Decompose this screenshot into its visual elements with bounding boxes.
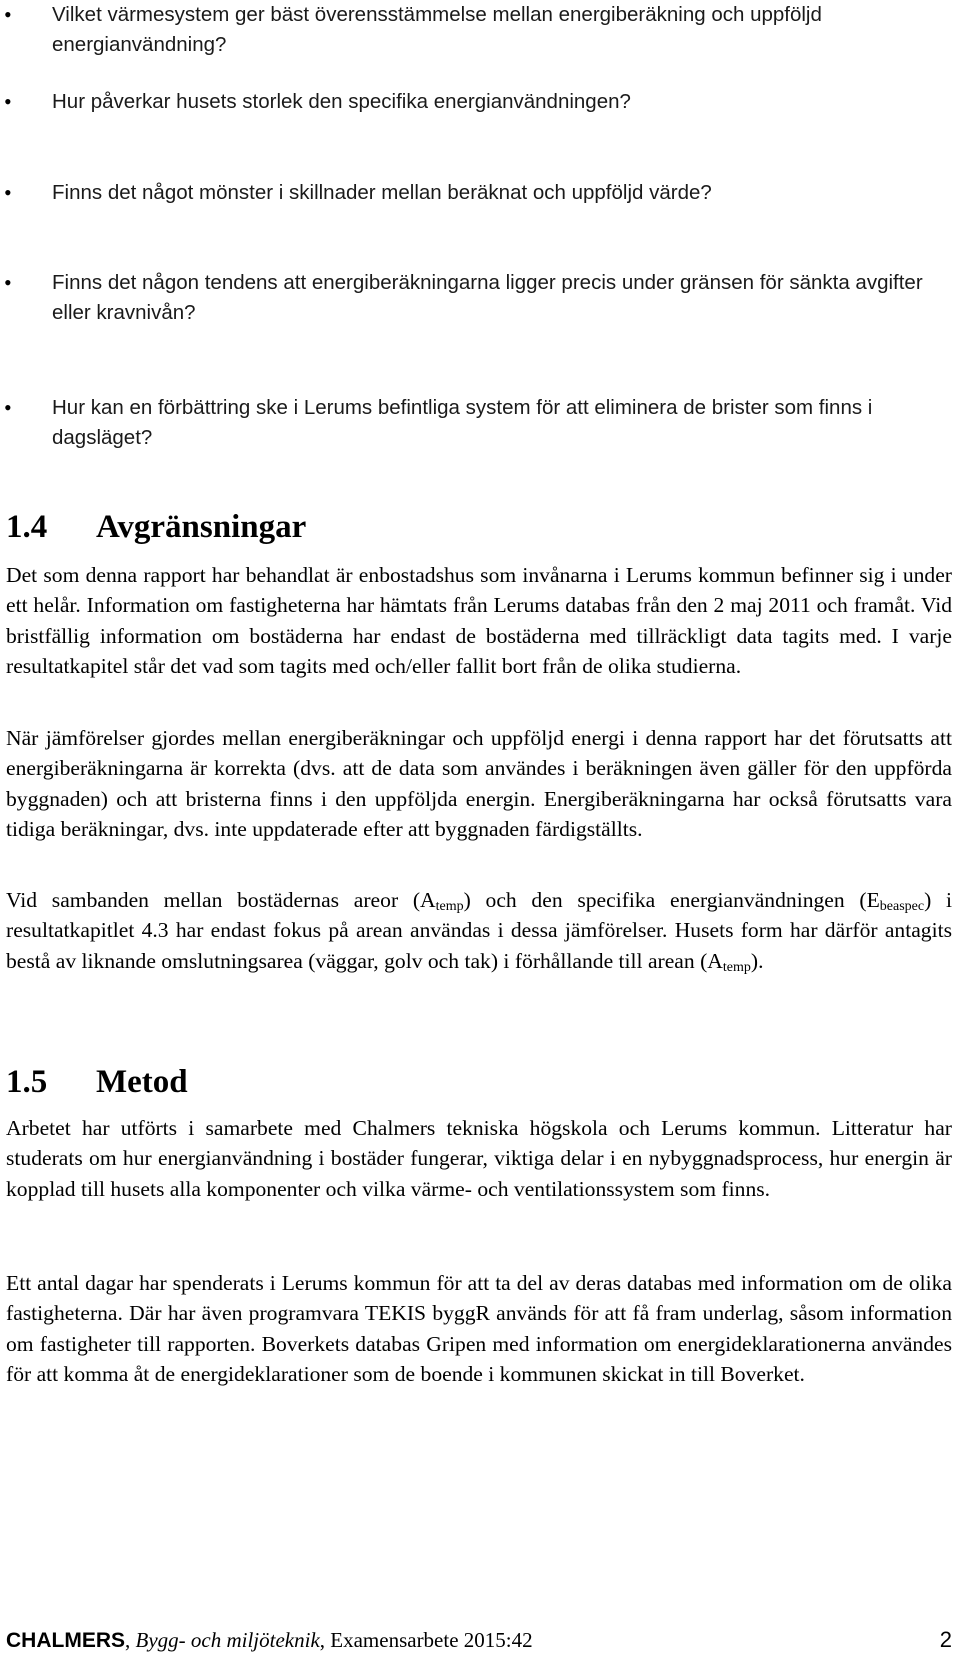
footer-thesis: Examensarbete 2015:42 (330, 1628, 533, 1652)
paragraph: Ett antal dagar har spenderats i Lerums kommun för att ta del av deras databas med information om de olika fastigheterna. Där har även programvara TEKIS byggR används för att få fram underlag, såsom information om fastigheter till rapporten. Boverkets databas Gripen med information om energideklarationerna användes för att komma åt de energideklarationer som de boende i kommunen skickat in till Boverket. (6, 1271, 952, 1386)
paragraph: Arbetet har utförts i samarbete med Chalmers tekniska högskola och Lerums kommun. Litteratur har studerats om hur energianvändning i bostäder fungerar, viktiga delar i en nybyggnadsprocess, hur energin är kopplad till husets alla komponenter och vilka värme- och ventilationssystem som finns. (6, 1116, 952, 1201)
paragraph-text: ). (750, 948, 764, 973)
page-footer (6, 1625, 952, 1655)
list-item-text: Vilket värmesystem ger bäst överensstämmelse mellan energiberäkning och uppföljd energianvändning? (52, 3, 822, 56)
bullet-icon: • (4, 395, 12, 420)
page-number: 2 (939, 1627, 952, 1652)
list-item-text: Finns det något mönster i skillnader mellan beräknat och uppföljd värde? (52, 181, 712, 204)
paragraph-text: ) och den specifika energianvändningen (E (463, 888, 880, 912)
section-heading-metod (6, 1062, 188, 1102)
list-item-text: Finns det någon tendens att energiberäkningarna ligger precis under gränsen för sänkta avgifter eller kravnivån? (52, 271, 923, 324)
list-item-text: Hur påverkar husets storlek den specifika energianvändningen? (52, 90, 631, 113)
list-item-text: Hur kan en förbättring ske i Lerums befintliga system för att eliminera de brister som finns i dagsläget? (52, 396, 873, 449)
paragraph-text: Vid sambanden mellan bostädernas areor (A (6, 888, 436, 912)
bullet-icon: • (4, 2, 12, 27)
footer-separator: , (125, 1628, 136, 1652)
bullet-icon: • (4, 180, 12, 205)
paragraph-text: ) i resultatkapitlet 4.3 har endast fokus på arean användas i dessa jämförelser. Husets form har därför antagits bestå av liknande omslutningsarea (väggar, golv och tak) i förhållande till arean (A (6, 888, 952, 973)
footer-department: Bygg- och miljöteknik (135, 1628, 320, 1652)
footer-separator: , (319, 1628, 331, 1652)
footer-organization: CHALMERS (6, 1629, 125, 1652)
paragraph (6, 885, 952, 976)
subscript: temp (722, 959, 751, 975)
subscript: beaspec (879, 899, 925, 914)
section-number: 1.5 (6, 1064, 48, 1100)
bullet-icon: • (4, 89, 12, 114)
section-title: Metod (96, 1064, 188, 1100)
section-heading-avgransningar (6, 507, 306, 547)
subscript: temp (435, 899, 464, 914)
section-number: 1.4 (6, 509, 48, 545)
paragraph: När jämförelser gjordes mellan energiberäkningar och uppföljd energi i denna rapport har det förutsatts att energiberäkningarna är korrekta (dvs. att de data som användes i beräkningen även gäller för den uppförda byggnaden) och att bristerna finns i den uppföljda energin. Energiberäkningarna har också förutsatts vara tidiga beräkningar, dvs. inte uppdaterade efter att byggnaden färdigställts. (6, 726, 952, 841)
section-title: Avgränsningar (96, 509, 307, 545)
paragraph: Det som denna rapport har behandlat är enbostadshus som invånarna i Lerums kommun befinner sig i under ett helår. Information om fastigheterna har hämtats från Lerums databas från den 2 maj 2011 och framåt. Vid bristfällig information om bostäderna har endast de bostäderna med tillräckligt data tagits med. I varje resultatkapitel står det vad som tagits med och/eller fallit bort från de olika studierna. (6, 563, 952, 678)
bullet-icon: • (4, 270, 12, 295)
